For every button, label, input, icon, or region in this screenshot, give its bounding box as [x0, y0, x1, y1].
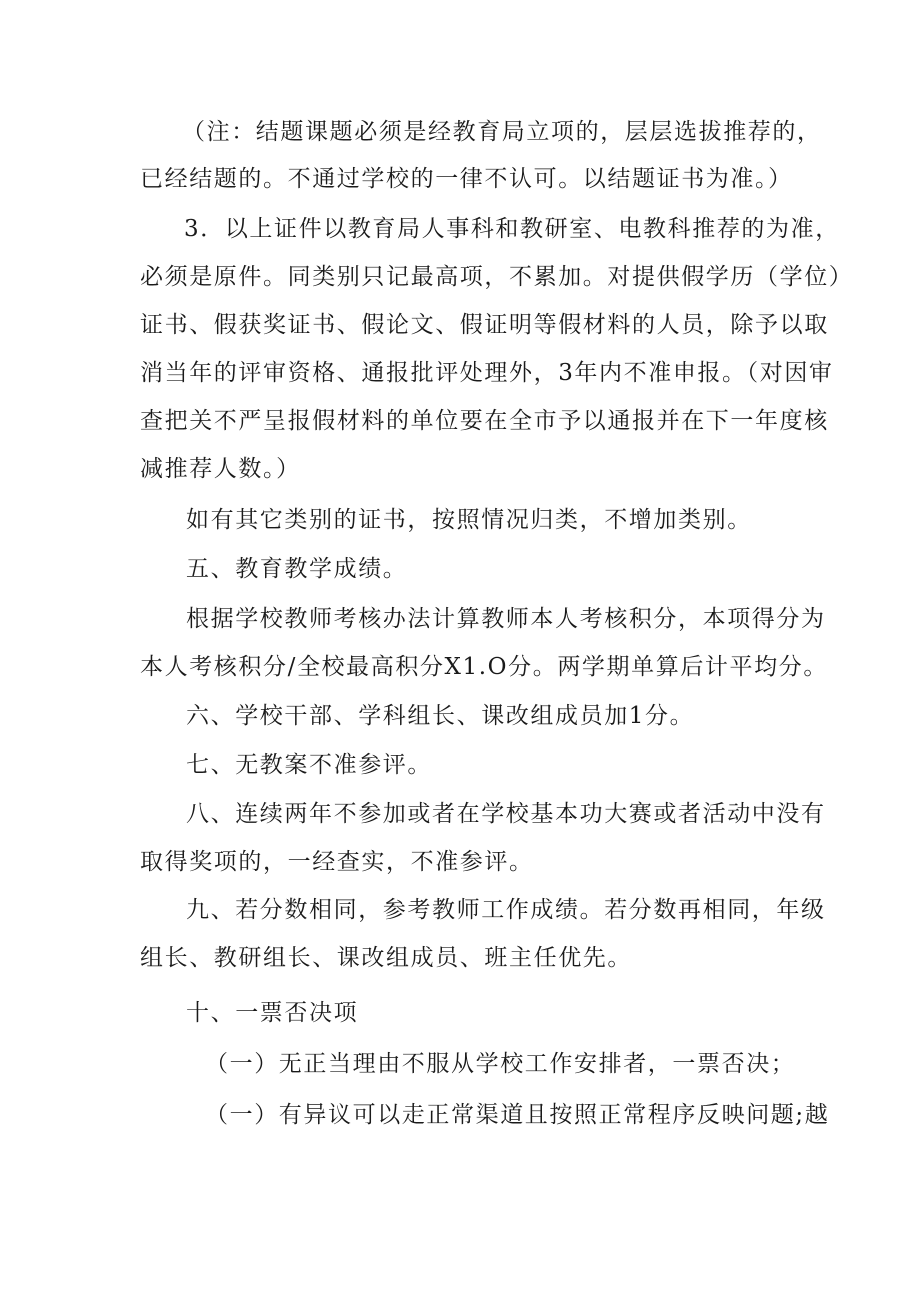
- text-line: 八、连续两年不参加或者在学校基本功大赛或者活动中没有: [186, 801, 826, 827]
- text-line: 证书、假获奖证书、假论文、假证明等假材料的人员，除予以取: [140, 312, 829, 338]
- text-line: （一）无正当理由不服从学校工作安排者，一票否决；: [205, 1051, 796, 1077]
- text-line: 减推荐人数。）: [140, 456, 301, 482]
- text-line: 已经结题的。不通过学校的一律不认可。以结题证书为准。）: [140, 166, 793, 192]
- text-line: 3．以上证件以教育局人事科和教研室、电教科推荐的为准，: [184, 216, 840, 242]
- text-line: （注：结题课题必须是经教育局立项的，层层选拔推荐的，: [182, 119, 822, 145]
- text-line: 必须是原件。同类别只记最高项，不累加。对提供假学历（学位）: [140, 264, 854, 290]
- text-line: 七、无教案不准参评。: [186, 752, 432, 778]
- text-line: 消当年的评审资格、通报批评处理外，3年内不准申报。（对因审: [140, 360, 834, 386]
- text-line: 如有其它类别的证书，按照情况归类，不增加类别。: [186, 507, 752, 533]
- text-line: （一）有异议可以走正常渠道且按照正常程序反映问题;越: [205, 1102, 830, 1128]
- text-line: 取得奖项的，一经查实，不准参评。: [140, 849, 534, 875]
- text-line: 五、教育教学成绩。: [186, 556, 408, 582]
- text-line: 组长、教研组长、课改组成员、班主任优先。: [140, 945, 632, 971]
- text-line: 查把关不严呈报假材料的单位要在全市予以通报并在下一年度核: [140, 408, 829, 434]
- text-line: 六、学校干部、学科组长、课改组成员加1分。: [186, 703, 695, 729]
- text-line: 本人考核积分/全校最高积分X1.O分。两学期单算后计平均分。: [140, 654, 828, 680]
- text-line: 根据学校教师考核办法计算教师本人考核积分，本项得分为: [186, 606, 826, 632]
- text-line: 九、若分数相同，参考教师工作成绩。若分数再相同，年级: [186, 897, 826, 923]
- text-line: 十、一票否决项: [186, 1000, 359, 1026]
